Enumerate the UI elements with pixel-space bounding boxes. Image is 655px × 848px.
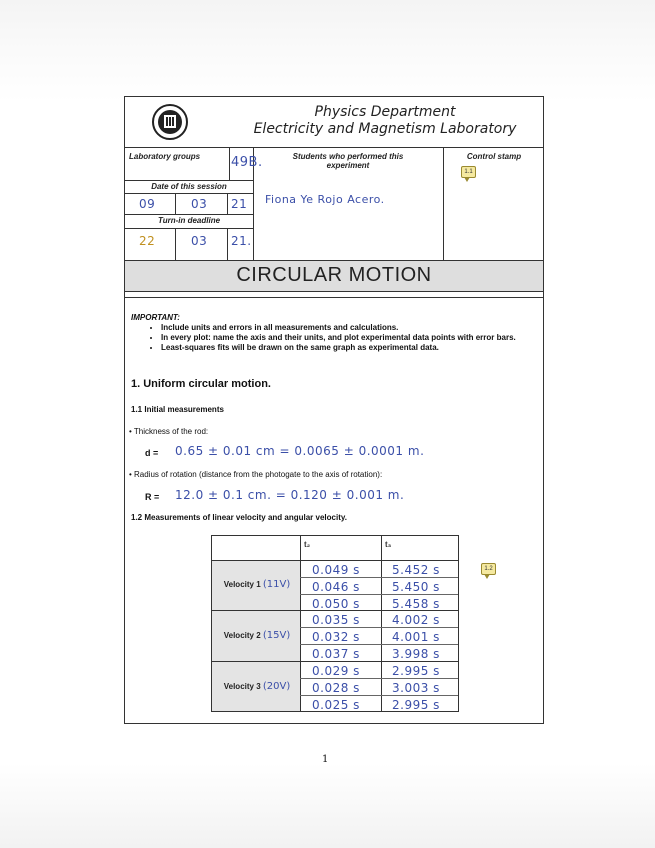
comment-stamp[interactable]: 1.2	[481, 563, 496, 575]
t2-value: 0.049 s	[312, 563, 360, 577]
control-stamp-label: Control stamp	[466, 152, 522, 161]
laboratory-title: Electricity and Magnetism Laboratory	[253, 121, 517, 137]
page-title: CIRCULAR MOTION	[236, 264, 432, 286]
velocity-1-label	[212, 579, 302, 590]
divider	[300, 678, 458, 679]
velocity-3-label	[212, 681, 302, 692]
t3-value: 2.995 s	[392, 698, 440, 712]
student-names: Fiona Ye Rojo Acero.	[265, 193, 385, 206]
deadline-label: Turn-in deadline	[157, 216, 221, 225]
session-day: 09	[139, 197, 156, 211]
d-label: d =	[145, 448, 159, 458]
divider	[300, 627, 458, 628]
list-item: • Least-squares fits will be drawn on the same graph as experimental data.	[161, 343, 541, 353]
t2-value: 0.046 s	[312, 580, 360, 594]
divider	[229, 147, 230, 180]
divider	[212, 661, 458, 662]
divider	[125, 214, 253, 215]
deadline-month: 03	[191, 234, 208, 248]
deadline-year: 21.	[231, 234, 252, 248]
t3-value: 3.998 s	[392, 647, 440, 661]
t3-value: 4.002 s	[392, 613, 440, 627]
t3-value: 2.995 s	[392, 664, 440, 678]
important-heading: IMPORTANT:	[131, 313, 180, 322]
divider	[227, 228, 228, 260]
t3-value: 5.452 s	[392, 563, 440, 577]
session-date-label: Date of this session	[151, 182, 227, 191]
deadline-day: 22	[139, 234, 156, 248]
t2-value: 0.028 s	[312, 681, 360, 695]
divider	[175, 228, 176, 260]
comment-stamp[interactable]: 1.1	[461, 166, 476, 178]
divider	[381, 536, 382, 711]
thickness-label: • Thickness of the rod:	[129, 427, 209, 436]
t3-value: 3.003 s	[392, 681, 440, 695]
t2-value: 0.029 s	[312, 664, 360, 678]
radius-label: • Radius of rotation (distance from the photogate to the axis of rotation):	[129, 470, 383, 479]
divider	[300, 594, 458, 595]
t2-value: 0.035 s	[312, 613, 360, 627]
velocity-name: Velocity 2	[223, 631, 261, 640]
page-number: 1	[322, 754, 329, 765]
measurements-table	[211, 535, 459, 712]
divider	[125, 297, 543, 298]
lab-group-value: 49B.	[231, 155, 263, 170]
divider	[125, 193, 253, 194]
subsection-title: 1.2 Measurements of linear velocity and angular velocity.	[131, 513, 347, 522]
divider	[300, 644, 458, 645]
column-header: t₂	[304, 540, 311, 549]
department-title: Physics Department	[314, 104, 456, 120]
divider	[125, 228, 253, 229]
header-divider	[125, 147, 543, 148]
divider	[125, 180, 253, 181]
t2-value: 0.037 s	[312, 647, 360, 661]
velocity-name: Velocity 3	[223, 682, 261, 691]
divider	[175, 193, 176, 214]
session-month: 03	[191, 197, 208, 211]
lab-groups-label: Laboratory groups	[129, 152, 201, 161]
t2-value: 0.032 s	[312, 630, 360, 644]
subsection-title: 1.1 Initial measurements	[131, 405, 224, 414]
velocity-2-label	[212, 630, 302, 641]
r-value: 12.0 ± 0.1 cm. = 0.120 ± 0.001 m.	[175, 488, 405, 502]
divider	[227, 193, 228, 214]
t3-value: 4.001 s	[392, 630, 440, 644]
velocity-name: Velocity 1	[223, 580, 261, 589]
divider	[300, 695, 458, 696]
important-list	[147, 323, 541, 353]
velocity-voltage: (15V)	[262, 630, 291, 641]
velocity-voltage: (11V)	[262, 579, 291, 590]
list-item: • In every plot: name the axis and their units, and plot experimental data points with error bars.	[161, 333, 541, 343]
list-item: • Include units and errors in all measurements and calculations.	[161, 323, 541, 333]
d-value: 0.65 ± 0.01 cm = 0.0065 ± 0.0001 m.	[175, 444, 425, 458]
t3-value: 5.450 s	[392, 580, 440, 594]
university-logo	[151, 103, 189, 141]
session-year: 21	[231, 197, 248, 211]
column-header: t₃	[385, 540, 392, 549]
r-label: R =	[145, 492, 160, 502]
t2-value: 0.050 s	[312, 597, 360, 611]
section-title: 1. Uniform circular motion.	[131, 378, 271, 390]
students-label: Students who performed this experiment	[292, 152, 404, 170]
divider	[300, 577, 458, 578]
t2-value: 0.025 s	[312, 698, 360, 712]
lab-sheet	[124, 96, 544, 724]
divider	[443, 147, 444, 260]
t3-value: 5.458 s	[392, 597, 440, 611]
velocity-voltage: (20V)	[262, 681, 291, 692]
